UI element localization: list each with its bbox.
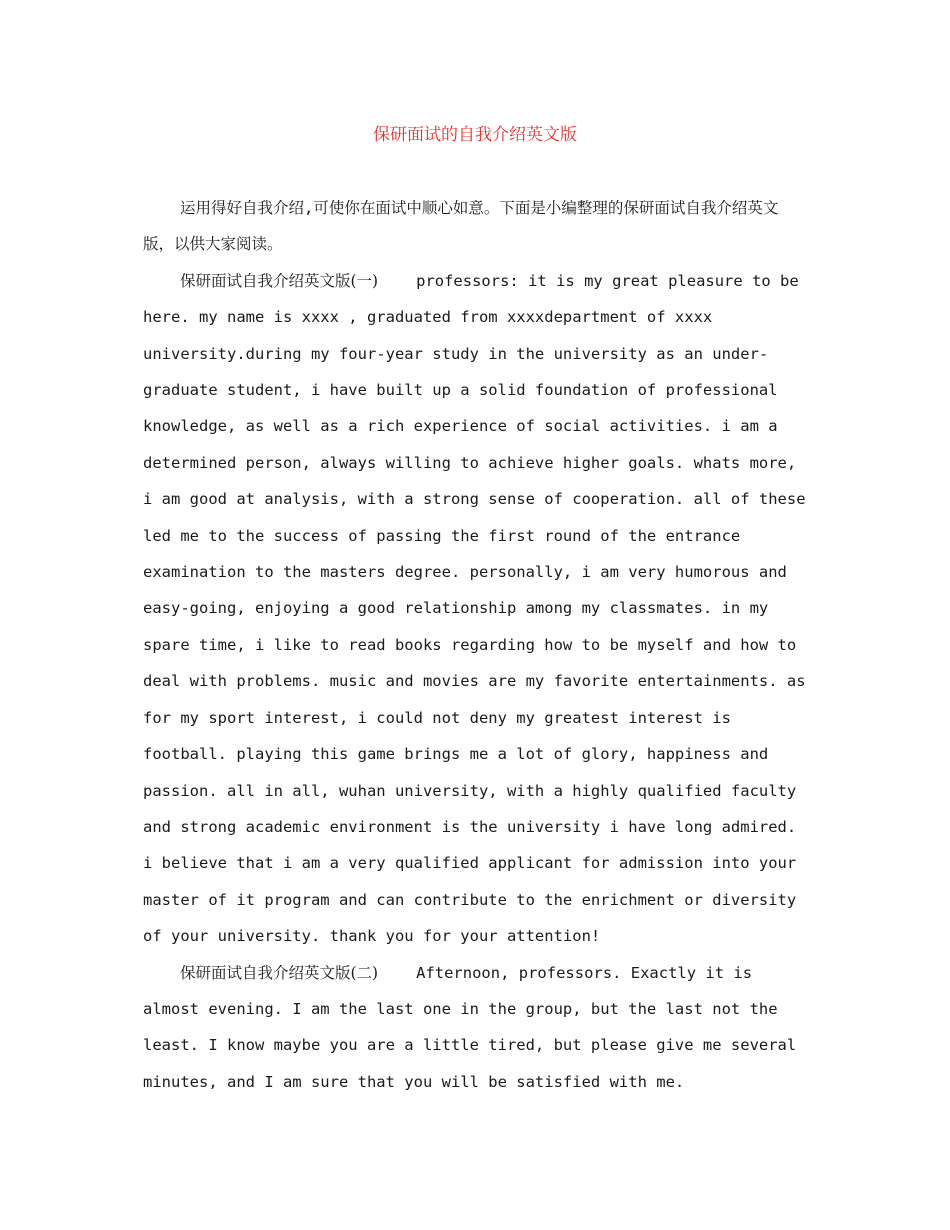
section-paragraph-2 — [143, 955, 807, 1101]
document-title: 保研面试的自我介绍英文版 — [373, 125, 577, 145]
document-body — [143, 190, 807, 1100]
section-text-2: Afternoon, professors. Exactly it is almost evening. I am the last one in the group, but the last not the least. I know maybe you are a little tired, but please give me several minutes, and I am sure that you will be satisfied with me. — [143, 963, 797, 1091]
section-text-1: professors: it is my great pleasure to be here. my name is xxxx , graduated from xxxxdepartment of xxxx university.during my four-year study in the university as an under-graduate student, i have built up a solid foundation of professional knowledge, as well as a rich experience of social activities. i am a determined person, always willing to achieve higher goals. whats more, i am good at analysis, with a strong sense of cooperation. all of these led me to the success of passing the first round of the entrance examination to the masters degree. personally, i am very humorous and easy-going, enjoying a good relationship among my classmates. in my spare time, i like to read books regarding how to be myself and how to deal with problems. music and movies are my favorite entertainments. as for my sport interest, i could not deny my greatest interest is football. playing this game brings me a lot of glory, happiness and passion. all in all, wuhan university, with a highly qualified faculty and strong academic environment is the university i have long admired. i believe that i am a very qualified applicant for admission into your master of it program and can contribute to the enrichment or diversity of your university. thank you for your attention! — [143, 271, 806, 946]
section-label-1: 保研面试自我介绍英文版(一) — [180, 271, 379, 290]
section-label-2: 保研面试自我介绍英文版(二) — [180, 963, 379, 982]
intro-paragraph: 运用得好自我介绍,可使你在面试中顺心如意。下面是小编整理的保研面试自我介绍英文版，以供大家阅读。 — [143, 199, 779, 254]
section-paragraph-1 — [143, 263, 807, 955]
